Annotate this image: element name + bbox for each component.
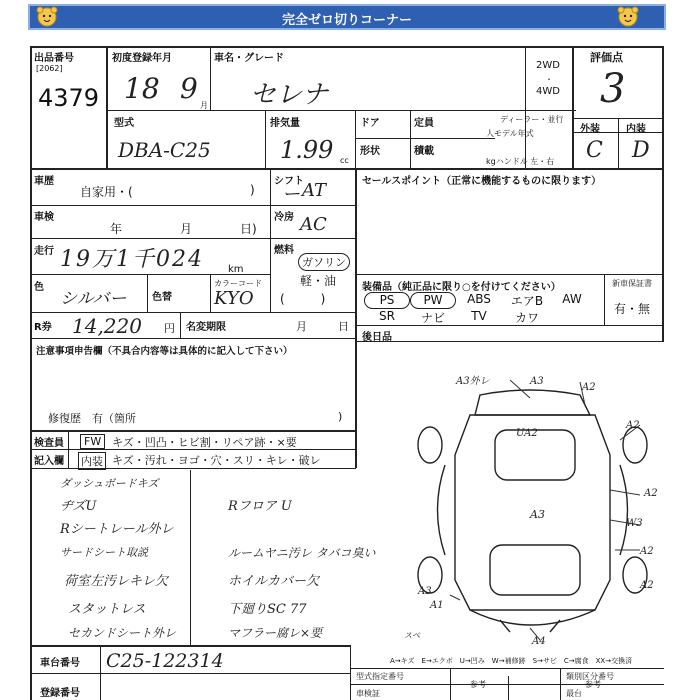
note-right-3: ルームヤニ汚レ タバコ臭い <box>228 546 376 560</box>
diagram-mark: UA2 <box>516 428 538 439</box>
fuel-light-oil: 軽・油 <box>300 274 337 288</box>
note-left-1: ヂズU <box>60 499 97 514</box>
cc-unit: cc <box>340 156 349 165</box>
inspection-day: 日) <box>240 222 257 236</box>
recycle-value: 14,220 <box>72 314 142 338</box>
label-interior: 内装 <box>626 124 646 135</box>
label-shape: 形状 <box>360 146 380 157</box>
color-value: シルバー <box>60 289 127 309</box>
interior-options: キズ・汚れ・ヨゴ・穴・スリ・キレ・破レ <box>112 454 321 467</box>
drive-2wd: 2WD <box>536 60 560 71</box>
km-unit: km <box>228 264 244 275</box>
label-capacity: 定員 <box>414 118 434 129</box>
label-inspector: 検査員 <box>34 438 64 449</box>
diagram-mark: A3外レ <box>456 376 490 387</box>
diagram-mark: A2 <box>640 580 654 591</box>
label-color: 色 <box>34 282 44 293</box>
mileage-value: 19万1千024 <box>60 247 204 272</box>
label-model-year: 人モデル年式 <box>486 129 534 138</box>
label-car-name: 車名・グレード <box>214 53 284 64</box>
label-chassis-no: 車台番号 <box>40 658 80 669</box>
header-banner <box>28 4 666 30</box>
label-color-code: カラーコード <box>214 279 262 288</box>
mascot-right-icon <box>615 6 643 32</box>
diagram-mark: A4 <box>532 636 546 647</box>
label-door: ドア <box>360 118 380 129</box>
diagram-mark: A3 <box>530 508 545 521</box>
equipment-item: SR <box>379 309 395 323</box>
private-use: 自家用・( <box>80 185 133 199</box>
equipment-item: AW <box>562 292 582 306</box>
drive-dot: ・ <box>545 75 553 84</box>
equipment-item: TV <box>471 309 487 323</box>
shift-value: AT <box>302 180 327 201</box>
first-reg-year: 18 <box>124 72 160 105</box>
month-suffix: 月 <box>200 101 208 110</box>
note-left-5: スタットレス <box>68 602 146 617</box>
displacement-value: 1.99 <box>280 136 334 164</box>
inspection-year: 年 <box>110 222 123 236</box>
chassis-no-value: C25-122314 <box>106 650 224 672</box>
exterior-grade: C <box>586 138 603 163</box>
interior-short-label: 内装 <box>78 452 106 470</box>
private-use-close: ) <box>250 183 255 197</box>
label-name-change: 名変期限 <box>186 322 226 333</box>
misc-2: 参考 <box>470 680 486 689</box>
label-dealer: ディーラー・並行 <box>500 115 564 124</box>
note-left-0: ダッシュボードキズ <box>60 477 159 490</box>
misc-1: 車検証 <box>356 689 380 698</box>
label-fuel: 燃料 <box>274 245 294 256</box>
label-history: 車歴 <box>34 176 54 187</box>
interior-grade: D <box>632 138 650 163</box>
car-name-value: セレナ <box>250 80 329 110</box>
diagram-mark: A2 <box>582 382 596 393</box>
diagram-mark: A3 <box>418 586 432 597</box>
color-code-value: KYO <box>214 288 254 309</box>
label-category-no: 類別区分番号 <box>566 672 614 681</box>
label-ac: 冷房 <box>274 212 294 223</box>
fw-options: キズ・凹凸・ヒビ割・リペア跡・×要 <box>112 436 297 449</box>
fuel-paren: ( ) <box>280 292 326 306</box>
notes-heading: 注意事項申告欄（不具合内容等は具体的に記入して下さい） <box>36 346 293 357</box>
warranty-yes-no: 有・無 <box>614 302 651 316</box>
label-recycle: R券 <box>34 322 52 333</box>
lot-no-small: [2062] <box>36 64 63 73</box>
fw-label: FW <box>80 434 105 449</box>
repair-history: 修復歴 有（箇所 <box>48 412 136 425</box>
note-right-5: 下廻りSC 77 <box>228 602 307 617</box>
score-value: 3 <box>600 66 626 112</box>
equipment-item: ABS <box>467 292 491 306</box>
yen-unit: 円 <box>164 322 175 335</box>
label-model-spec: 型式指定番号 <box>356 672 404 681</box>
label-sales-point: セールスポイント（正常に機能するものに限ります） <box>362 176 602 187</box>
label-model: 型式 <box>114 118 134 129</box>
inspection-month: 月 <box>180 222 193 236</box>
diagram-mark: W3 <box>626 518 643 529</box>
note-left-2: Rシートレール外レ <box>60 522 174 537</box>
fuel-value: ガソリン <box>298 253 350 271</box>
label-mileage: 走行 <box>34 246 54 257</box>
diagram-mark: スベ <box>404 631 420 640</box>
diagram-mark: A2 <box>626 420 640 431</box>
label-entry-col: 記入欄 <box>34 456 64 467</box>
note-left-6: セカンドシート外レ <box>68 626 177 640</box>
note-left-4: 荷室左汚レキレ欠 <box>64 574 168 589</box>
legend: A→キズ E→エクボ U→凹み W→補修跡 S→サビ C→腐食 XX→交換済 <box>390 657 633 665</box>
lot-no-value: 4379 <box>38 84 100 112</box>
label-score: 評価点 <box>590 51 623 64</box>
equipment-item: カワ <box>514 311 539 325</box>
equipment-item: ナビ <box>420 311 445 325</box>
note-right-4: ホイルカバー欠 <box>228 574 320 589</box>
label-load: 積載 <box>414 146 434 157</box>
label-equipment: 装備品（純正品に限り○を付けてください） <box>362 282 561 293</box>
label-first-reg: 初度登録年月 <box>112 53 172 64</box>
name-change-day: 日 <box>338 320 349 333</box>
equipment-grid <box>364 292 602 326</box>
diagram-mark: A2 <box>644 488 658 499</box>
mascot-left-icon <box>34 6 62 32</box>
diagram-mark: A1 <box>430 600 444 611</box>
repair-close: ) <box>338 410 343 423</box>
note-right-6: マフラー腐レ×要 <box>228 626 323 640</box>
header-title: 完全ゼロ切りコーナー <box>281 13 412 28</box>
drive-4wd: 4WD <box>536 86 560 97</box>
label-new-warranty: 新車保証書 <box>612 279 652 288</box>
misc-4: 最台 <box>566 689 582 698</box>
diagram-mark: A3 <box>530 376 544 387</box>
label-color-change: 色替 <box>152 292 172 303</box>
equipment-item <box>552 309 592 326</box>
misc-3: 参考 <box>585 680 601 689</box>
note-left-3: サードシート取説 <box>60 546 148 559</box>
label-shift: シフト <box>274 176 304 187</box>
ac-value: AC <box>300 214 327 235</box>
diagram-mark: A2 <box>640 546 654 557</box>
label-lot-no: 出品番号 <box>34 53 74 64</box>
note-right-1: Rフロア U <box>228 499 292 514</box>
name-change-month: 月 <box>296 320 307 333</box>
equipment-item: PS <box>364 292 410 309</box>
label-exterior: 外装 <box>580 124 600 135</box>
label-displacement: 排気量 <box>270 118 300 129</box>
label-kg-handle: kgハンドル 左・右 <box>486 157 555 166</box>
equipment-item: PW <box>410 292 456 309</box>
label-reg-no: 登録番号 <box>40 688 80 699</box>
label-inspection: 車検 <box>34 212 54 223</box>
equipment-item: エアB <box>510 294 544 308</box>
first-reg-month: 9 <box>180 72 198 105</box>
shift-dash: ー <box>282 184 300 205</box>
model-value: DBA-C25 <box>118 138 211 162</box>
label-next-owner: 後日品 <box>362 332 392 343</box>
